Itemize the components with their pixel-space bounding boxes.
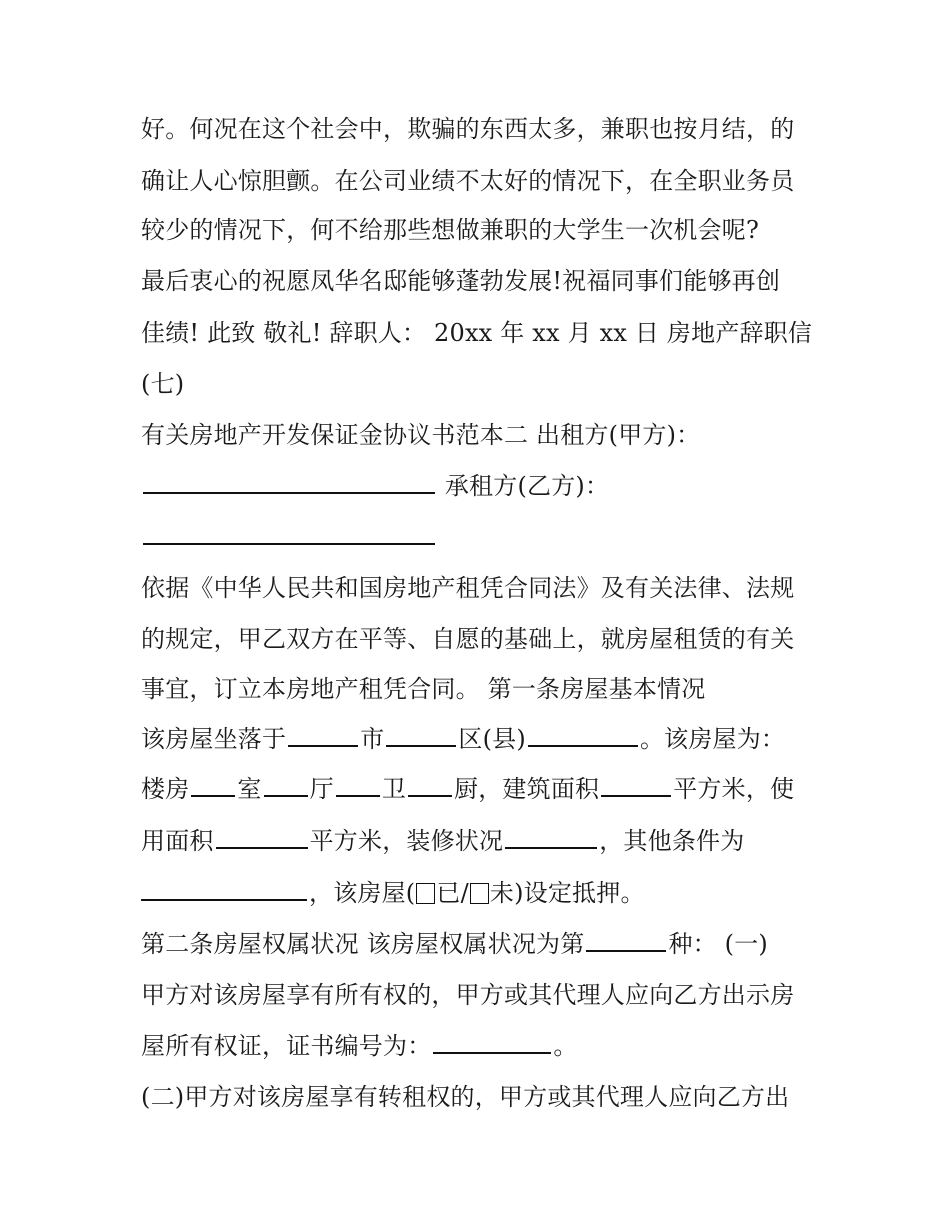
- blank-underline: [216, 846, 308, 849]
- text: 楼房: [141, 775, 190, 803]
- blank-underline: [505, 846, 597, 849]
- text: 屋所有权证，证书编号为：: [141, 1032, 432, 1060]
- text: 平方米，使: [673, 775, 795, 803]
- text-line: [141, 369, 184, 399]
- text-line: [141, 774, 794, 804]
- blank-underline: [288, 744, 358, 747]
- text: 有关房地产开发保证金协议书范本二 出租方(甲方)：: [141, 421, 701, 449]
- blank-underline: [586, 949, 666, 952]
- text-line: [141, 471, 609, 501]
- text-line: [141, 878, 645, 908]
- text: 较少的情况下，何不给那些想做兼职的大学生一次机会呢?: [141, 216, 760, 244]
- text-line: [141, 420, 700, 450]
- text: 好。何况在这个社会中，欺骗的东西太多，兼职也按月结，的: [141, 115, 795, 143]
- text: 该房屋坐落于: [141, 725, 287, 753]
- text: 厅: [309, 775, 334, 803]
- text: ，该房屋(: [309, 879, 416, 907]
- text-line: [141, 980, 794, 1010]
- text: 甲方对该房屋享有所有权的，甲方或其代理人应向乙方出示房: [141, 981, 795, 1009]
- text: 承租方(乙方)：: [444, 472, 610, 500]
- blank-underline: [143, 491, 435, 494]
- blank-underline: [386, 744, 456, 747]
- text-line: [141, 929, 768, 959]
- text: 区(县): [458, 725, 526, 753]
- blank-underline: [528, 744, 638, 747]
- text-line: [141, 166, 794, 196]
- text: 。: [553, 1032, 578, 1060]
- text: (二)甲方对该房屋享有转租权的，甲方或其代理人应向乙方出: [141, 1083, 790, 1111]
- text: 佳绩! 此致 敬礼! 辞职人： 20xx 年 xx 月 xx 日 房地产辞职信: [141, 319, 813, 347]
- text: 种： (一): [668, 930, 768, 958]
- text-line: [141, 1031, 578, 1061]
- blank-underline: [143, 542, 435, 545]
- text-line: [141, 522, 437, 552]
- blank-underline: [601, 794, 671, 797]
- text: 市: [360, 725, 385, 753]
- text-line: [141, 215, 759, 245]
- text-line: [141, 624, 794, 654]
- text-line: [141, 266, 780, 296]
- text: 卫: [381, 775, 407, 803]
- blank-underline: [408, 794, 452, 797]
- text-line: [141, 1082, 789, 1112]
- text: 依据《中华人民共和国房地产租凭合同法》及有关法律、法规: [141, 574, 795, 602]
- text-line: [141, 826, 744, 856]
- text-line: [141, 318, 812, 348]
- text: 第二条房屋权属状况 该房屋权属状况为第: [141, 930, 585, 958]
- blank-underline: [264, 794, 308, 797]
- text-line: [141, 573, 794, 603]
- text: 事宜，订立本房地产租凭合同。 第一条房屋基本情况: [141, 675, 706, 703]
- text: (七): [141, 370, 185, 398]
- text: 的规定，甲乙双方在平等、自愿的基础上，就房屋租赁的有关: [141, 625, 795, 653]
- text: 未)设定抵押。: [489, 879, 645, 907]
- blank-underline: [141, 898, 307, 901]
- text: 最后衷心的祝愿凤华名邸能够蓬勃发展!祝福同事们能够再创: [141, 267, 781, 295]
- text-line: [141, 114, 794, 144]
- text: 已/: [436, 879, 469, 907]
- text-line: [141, 724, 785, 754]
- text-line: [141, 674, 705, 704]
- blank-underline: [336, 794, 380, 797]
- checkbox: [470, 883, 489, 904]
- checkbox: [416, 883, 435, 904]
- text: 室: [237, 775, 262, 803]
- text: 厨，建筑面积: [454, 775, 600, 803]
- blank-underline: [433, 1051, 551, 1054]
- text: ，其他条件为: [599, 827, 745, 855]
- blank-underline: [191, 794, 235, 797]
- text: 。该房屋为：: [639, 725, 786, 753]
- text: 平方米，装修状况: [309, 827, 504, 855]
- text: 用面积: [141, 827, 214, 855]
- text: 确让人心惊胆颤。在公司业绩不太好的情况下，在全职业务员: [141, 167, 795, 195]
